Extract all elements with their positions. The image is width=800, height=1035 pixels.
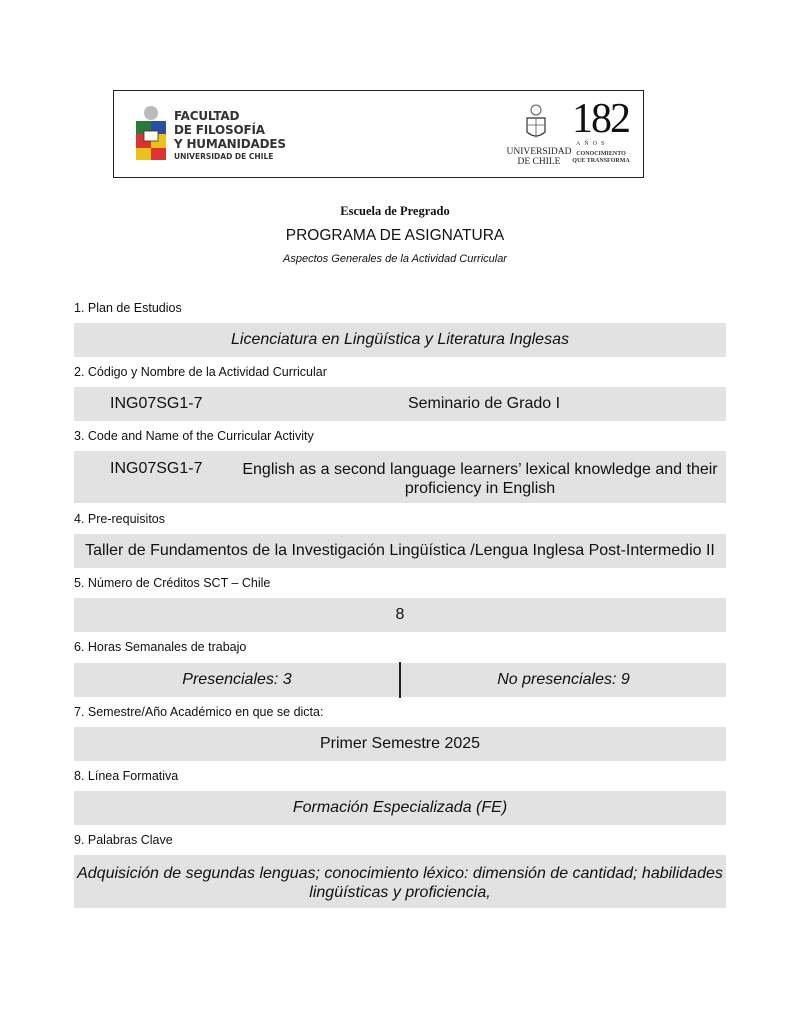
page-title: PROGRAMA DE ASIGNATURA (285, 227, 505, 244)
university-name: UNIVERSIDAD DE CHILE (506, 147, 572, 167)
codigo-label: 2. Código y Nombre de la Actividad Curricular (74, 365, 327, 379)
creditos-box (74, 598, 726, 632)
code-en-code: ING07SG1-7 (110, 460, 203, 477)
semestre-label: 7. Semestre/Año Académico en que se dicta: (74, 705, 324, 719)
prereq-label: 4. Pre-requisitos (74, 512, 166, 526)
creditos-value: 8 (395, 606, 405, 623)
code-en-name: English as a second language learners’ lexical knowledge and their proficiency in English (242, 461, 718, 497)
linea-value: Formación Especializada (FE) (292, 799, 508, 816)
faculty-name: FACULTAD DE FILOSOFÍA Y HUMANIDADES UNIVERSIDAD DE CHILE (174, 109, 286, 161)
plan-label: 1. Plan de Estudios (74, 301, 182, 315)
linea-label: 8. Línea Formativa (74, 769, 179, 783)
codigo-name: Seminario de Grado I (407, 395, 561, 412)
horas-label: 6. Horas Semanales de trabajo (74, 640, 247, 654)
codigo-code: ING07SG1-7 (110, 395, 203, 412)
semestre-value: Primer Semestre 2025 (319, 735, 481, 752)
semestre-box (74, 727, 726, 761)
code-en-label: 3. Code and Name of the Curricular Activity (74, 429, 314, 443)
prereq-value: Taller de Fundamentos de la Investigación Lingüística /Lengua Inglesa Post-Intermedio II (85, 542, 715, 559)
palabras-value: Adquisición de segundas lenguas; conocimiento léxico: dimensión de cantidad; habilidades lingüísticas y proficiencia, (77, 865, 723, 901)
school-name: Escuela de Pregrado (340, 204, 450, 218)
horas-box (74, 663, 726, 697)
creditos-label: 5. Número de Créditos SCT – Chile (74, 576, 271, 590)
page-subtitle: Aspectos Generales de la Actividad Curricular (283, 253, 507, 265)
palabras-box (74, 855, 726, 908)
code-en-box (74, 451, 726, 503)
slogan: CONOCIMIENTO QUE TRANSFORMA (572, 151, 630, 164)
horas-presenciales: Presenciales: 3 (182, 671, 292, 688)
linea-box (74, 791, 726, 825)
university-crest-icon (506, 103, 566, 143)
anniversary-number: 182 (572, 96, 629, 142)
palabras-label: 9. Palabras Clave (74, 833, 173, 847)
anniversary-word: AÑOS (576, 141, 609, 147)
header-logos-box (113, 90, 644, 178)
codigo-box (74, 387, 726, 421)
plan-value: Licenciatura en Lingüística y Literatura Inglesas (231, 331, 569, 348)
faculty-shield-logo (134, 105, 168, 163)
plan-box (74, 323, 726, 357)
prereq-box (74, 534, 726, 568)
horas-no-presenciales: No presenciales: 9 (497, 671, 630, 688)
